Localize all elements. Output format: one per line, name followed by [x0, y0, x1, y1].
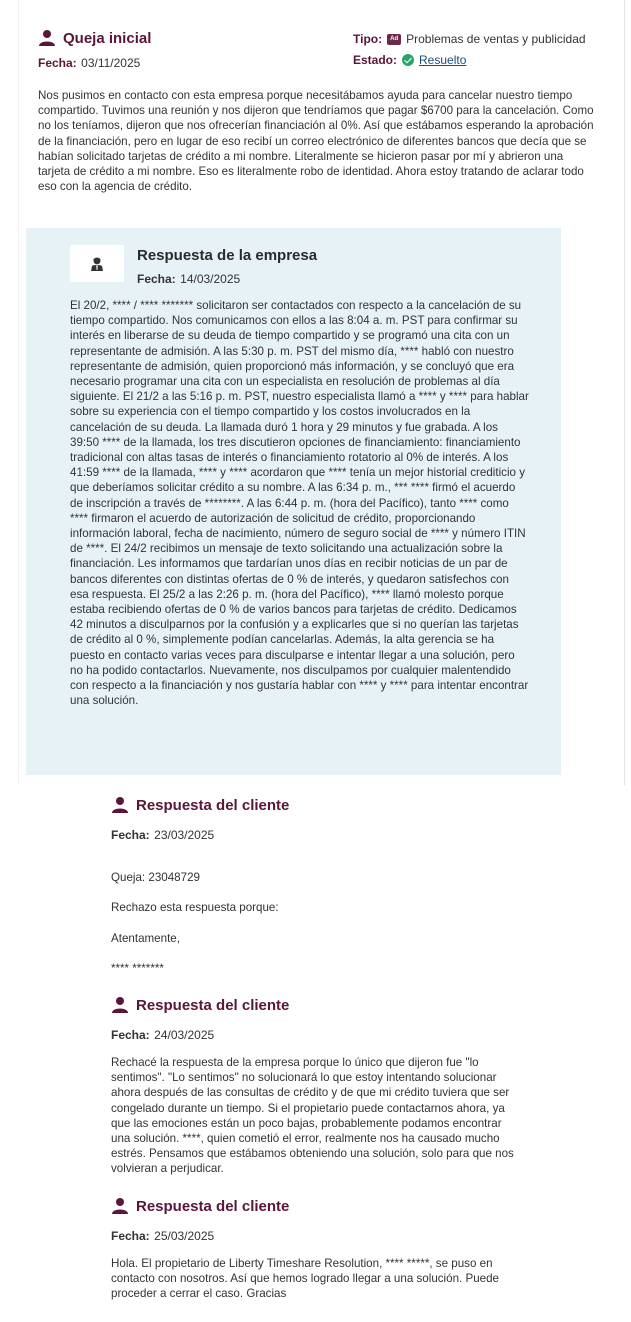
- customer-response-header: [111, 1197, 289, 1245]
- customer-response-title: Respuesta del cliente: [136, 796, 290, 814]
- complaint-type: Problemas de ventas y publicidad: [406, 32, 586, 46]
- customer-response-date: 24/03/2025: [154, 1028, 215, 1042]
- company-logo: [70, 245, 124, 282]
- complaint-status-row: [353, 53, 466, 67]
- complaint-text: Nos pusimos en contacto con esta empresa porque necesitábamos ayuda para cancelar nuestro tiempo compartido. Tuvimos una reunión y nos dijeron que tendríamos que pagar $6700 para la cancelación. Como no los teníamos, dijeron que nos ofrecerían financiación al 0%. Así que estábamos esperando la aprobación de la financiación, pero en lugar de eso recibí un correo electrónico de diferentes bancos que decía que se habían solicitado tarjetas de crédito a mi nombre. Literalmente se hicieron pasar por mí y abrieron una tarjeta de crédito a mi nombre. Eso es literalmente robo de identidad. Ahora estoy tratando de aclarar todo eso con la agencia de crédito.: [38, 89, 597, 194]
- customer-response-title: Respuesta del cliente: [136, 1197, 290, 1215]
- complaint-date-row: [38, 54, 140, 72]
- complaint-header: [38, 29, 151, 47]
- date-label: Fecha:: [111, 828, 150, 842]
- complaint-date: 03/11/2025: [81, 56, 141, 70]
- customer-response-date: 23/03/2025: [154, 828, 215, 842]
- customer-response-text: Queja: 23048729 Rechazo esta respuesta porque: Atentamente, **** *******: [111, 871, 279, 976]
- person-icon: [111, 1197, 129, 1215]
- status-label: Estado:: [353, 53, 398, 67]
- company-response-date-row: [137, 270, 240, 288]
- date-label: Fecha:: [111, 1229, 150, 1243]
- customer-response-date-row: [111, 1026, 289, 1044]
- company-response-box: [26, 228, 561, 775]
- date-label: Fecha:: [111, 1028, 150, 1042]
- business-person-icon: [89, 256, 105, 272]
- customer-response-header: [111, 996, 289, 1044]
- company-response-text: El 20/2, **** / **** ******* solicitaron ser contactados con respecto a la cancelación de su tiempo compartido. Nos comunicamos con ellos a las 8:04 a. m. PST para confirmar su interés en liberarse de su deuda de tiempo compartido y se programó una cita con un representante de admisión. A las 5:30 p. m. PST del mismo día, **** habló con nuestro representante de admisión, quien proporcionó más información, y se concluyó que era necesario programar una cita con un especialista en resolución de problemas al día siguiente. El 21/2 a las 5:16 p. m. PST, nuestro especialista llamó a **** y **** para hablar sobre su experiencia con el tiempo compartido y los costos involucrados en la cancelación de su deuda. La llamada duró 1 hora y 29 minutos y fue grabada. A los 39:50 **** de la llamada, los tres discutieron opciones de financiamiento: financiamiento tradicional con altas tasas de interés o financiamiento rotatorio al 0% de interés. A los 41:59 **** de la llamada, **** y **** acordaron que **** tenía un mejor historial crediticio y que deberíamos solicitar crédito a su nombre. A las 6:34 p. m., *** **** firmó el acuerdo de inscripción a través de ********. A las 6:44 p. m. (hora del Pacífico), tanto **** como **** firmaron el acuerdo de autorización de solicitud de crédito, proporcionando información laboral, fecha de nacimiento, número de seguro social de **** y número ITIN de ****. El 24/2 recibimos un mensaje de texto solicitando una actualización sobre la financiación. Les informamos que tardarían unos días en recibir noticias de un par de bancos diferentes con distintas ofertas de 0 % de interés, y quedaron satisfechos con esa respuesta. El 25/2 a las 2:26 p. m. (hora del Pacífico), **** llamó molesto porque estaba recibiendo ofertas de 0 % de varios bancos para tarjetas de crédito. Dedicamos 42 minutos a disculparnos por la confusión y a explicarles que si no querían las tarjetas de crédito al 0 %, simplemente podían cancelarlas. Además, la alta gerencia se ha puesto en contacto varias veces para disculparse e intentar llegar a una solución, pero no ha podido contactarlos. Nuevamente, nos disculpamos por cualquier malentendido con respecto a la financiación y nos gustaría hablar con **** y **** para intentar encontrar una solución.: [70, 299, 533, 708]
- status-link[interactable]: Resuelto: [419, 53, 467, 67]
- check-circle-icon: [402, 54, 414, 66]
- ad-icon: Ad: [387, 34, 401, 45]
- person-icon: [111, 996, 129, 1014]
- customer-response-header: [111, 796, 289, 844]
- company-response-title: Respuesta de la empresa: [137, 247, 318, 264]
- customer-response-date: 25/03/2025: [154, 1229, 215, 1243]
- person-icon: [111, 796, 129, 814]
- customer-response-title: Respuesta del cliente: [136, 996, 290, 1014]
- customer-response-text: Hola. El propietario de Liberty Timeshare Resolution, **** *****, se puso en contacto con nosotros. Así que hemos logrado llegar a una solución. Puede proceder a cerrar el caso. Gracias: [111, 1257, 503, 1301]
- type-label: Tipo:: [353, 32, 383, 46]
- customer-response-date-row: [111, 826, 289, 844]
- customer-response-date-row: [111, 1227, 289, 1245]
- date-label: Fecha:: [137, 272, 176, 286]
- complaint-type-row: [353, 32, 586, 46]
- date-label: Fecha:: [38, 56, 77, 70]
- complaint-title: Queja inicial: [63, 29, 152, 47]
- customer-response-text: Rechacé la respuesta de la empresa porque lo único que dijeron fue "lo sentimos". "Lo sentimos" no solucionará lo que estoy intentando solucionar ahora después de las consultas de crédito y de que mi crédito tuviera que ser congelado durante un tiempo. Si el propietario puede contactarnos ahora, ya que las emociones están un poco bajas, probablemente podamos encontrar una solución. ****, quien cometió el error, realmente nos ha causado mucho estrés. Pensamos que estábamos obteniendo una solución, solo para que nos volvieran a perjudicar.: [111, 1056, 518, 1176]
- person-icon: [38, 29, 56, 47]
- company-response-date: 14/03/2025: [180, 272, 241, 286]
